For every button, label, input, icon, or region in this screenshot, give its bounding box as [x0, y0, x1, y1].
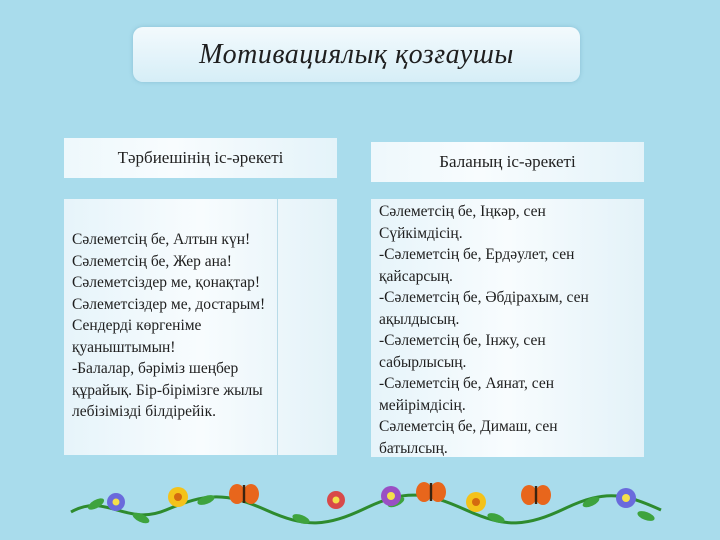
butterfly-icon — [229, 484, 259, 504]
text-line: Сәлеметсің бе, Жер ана! — [72, 252, 232, 270]
flower-icon — [107, 493, 125, 511]
text-line: Сәлеметсің бе, Алтын күн! — [72, 231, 251, 248]
child-column-header — [371, 142, 644, 182]
flower-icon — [466, 492, 486, 512]
text-line: құрайық. Бір-бірімізге жылы — [72, 381, 263, 399]
child-column-body — [371, 199, 644, 457]
text-line: Сүйкімдісің. — [379, 224, 463, 242]
text-line: Сәлеметсіздер ме, қонақтар! — [72, 274, 261, 291]
child-header-label: Баланың іс-әрекеті — [439, 152, 576, 171]
text-line: батылсың. — [379, 439, 448, 457]
text-line: -Сәлеметсің бе, Әбдірахым, сен — [379, 289, 589, 306]
text-line: -Сәлеметсің бе, Інжу, сен — [379, 332, 546, 349]
text-line: -Сәлеметсің бе, Аянат, сен — [379, 375, 555, 392]
text-line: лебізімізді білдірейік. — [72, 403, 217, 420]
butterfly-icon — [521, 485, 551, 505]
teacher-column-header — [64, 138, 337, 178]
text-line: -Балалар, бәріміз шеңбер — [72, 360, 239, 377]
text-line: Сәлеметсің бе, Димаш, сен — [379, 418, 558, 435]
flower-icon — [381, 486, 401, 506]
text-line: сабырлысың. — [379, 353, 467, 371]
teacher-column-body — [64, 199, 337, 455]
text-line: Сәлеметсің бе, Іңкәр, сен — [379, 203, 546, 220]
text-line: ақылдысың. — [379, 310, 460, 328]
vine-icon — [71, 495, 661, 523]
text-line: қуаныштымын! — [72, 338, 176, 356]
text-line: Сәлеметсіздер ме, достарым! — [72, 295, 266, 313]
teacher-header-label: Тәрбиешінің іс-әрекеті — [117, 148, 284, 167]
title-box — [133, 27, 580, 82]
text-line: қайсарсың. — [379, 267, 453, 285]
flower-icon — [168, 487, 188, 507]
flower-icon — [327, 491, 345, 509]
page-title: Мотивациялық қозғаушы — [199, 38, 514, 70]
butterfly-icon — [416, 482, 446, 502]
flower-icon — [616, 488, 636, 508]
text-line: мейірімдісің. — [379, 396, 466, 414]
flower-garland — [66, 472, 666, 532]
text-line: Сендерді көргеніме — [72, 317, 202, 334]
text-line: -Сәлеметсің бе, Ердәулет, сен — [379, 246, 575, 263]
